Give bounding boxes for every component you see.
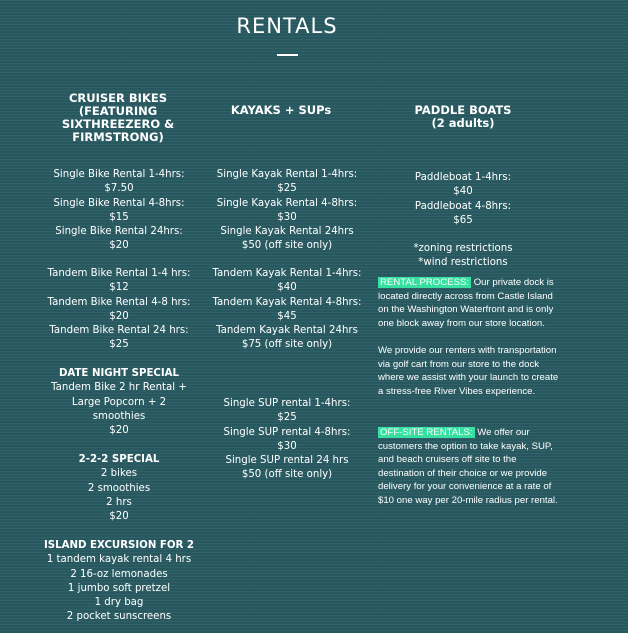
special-line: smoothies — [92, 410, 146, 422]
special-line: 1 dry bag — [94, 597, 144, 609]
rental-process-label: RENTAL PROCESS: — [380, 277, 470, 288]
price-value: $65 — [453, 214, 473, 226]
restriction-note: *wind restrictions — [418, 257, 508, 269]
special-price: $20 — [109, 425, 129, 437]
price-label: Single SUP rental 24 hrs — [225, 455, 349, 467]
transport-text: We provide our renters with transportation via golf cart from our store to the dock where we assist with your launch to create a stress-free River Vibes experience. — [378, 345, 559, 397]
price-value: $25 — [109, 339, 129, 351]
paddleboat-prices — [380, 171, 546, 228]
special-title: 2-2-2 SPECIAL — [78, 454, 160, 465]
price-label: Tandem Kayak Rental 24hrs — [216, 325, 358, 337]
special-line: 2 bikes — [100, 468, 138, 480]
price-value: $20 — [109, 240, 129, 252]
price-label: Tandem Bike Rental 24 hrs: — [49, 325, 189, 337]
special-title: ISLAND EXCURSION FOR 2 — [43, 540, 195, 551]
heading-cruiser-bikes — [30, 92, 206, 144]
special-line: 2 pocket sunscreens — [66, 611, 172, 623]
price-label: Single SUP rental 4-8hrs: — [223, 426, 351, 438]
price-label: Paddleboat 1-4hrs: — [414, 172, 512, 183]
heading-line: (2 adults) — [431, 116, 495, 130]
price-label: Single Kayak Rental 1-4hrs: — [216, 169, 358, 180]
rental-process-paragraph — [378, 276, 564, 330]
special-line: 1 jumbo soft pretzel — [67, 582, 171, 594]
heading-line: CRUISER BIKES — [68, 91, 167, 105]
price-label: Single SUP rental 1-4hrs: — [223, 398, 351, 409]
special-line: Tandem Bike 2 hr Rental + — [51, 382, 187, 394]
restriction-note: *zoning restrictions — [413, 243, 513, 254]
title-divider — [277, 54, 298, 56]
price-label: Single Kayak Rental 24hrs — [220, 226, 354, 238]
heading-paddle-boats — [380, 104, 546, 130]
single-bike-prices — [30, 168, 208, 254]
rental-process-text: Our private dock is located directly across from Castle Island on the Washington Waterfront and is only one block away from our store location. — [378, 277, 554, 329]
special-line: 1 tandem kayak rental 4 hrs — [46, 554, 192, 566]
price-value: $75 (off site only) — [241, 339, 333, 351]
heading-line: PADDLE BOATS — [414, 103, 512, 117]
price-value: $25 — [277, 412, 297, 424]
price-label: Single Bike Rental 4-8hrs: — [53, 197, 185, 209]
island-excursion — [30, 539, 208, 625]
price-value: $15 — [109, 211, 129, 223]
offsite-rentals-paragraph — [378, 426, 564, 508]
sup-prices — [200, 397, 374, 483]
price-value: $40 — [453, 186, 473, 198]
date-night-special — [30, 367, 208, 438]
price-label: Single Kayak Rental 4-8hrs: — [216, 197, 358, 209]
special-line: 2 hrs — [106, 496, 132, 508]
price-value: $40 — [277, 282, 297, 294]
heading-line: (FEATURING SIXTHREEZERO & — [61, 104, 175, 131]
single-kayak-prices — [200, 168, 374, 254]
tandem-kayak-prices — [200, 267, 374, 353]
heading-line: KAYAKS + SUPs — [230, 103, 332, 117]
price-label: Single Bike Rental 24hrs: — [55, 226, 183, 238]
special-222 — [30, 453, 208, 524]
price-value: $25 — [277, 183, 297, 195]
price-value: $50 (off site only) — [241, 240, 333, 252]
special-line: 2 16-oz lemonades — [70, 568, 168, 580]
price-value: $7.50 — [104, 183, 134, 195]
tandem-bike-prices — [30, 267, 208, 353]
price-label: Tandem Bike Rental 4-8 hrs: — [47, 296, 191, 308]
special-line: 2 smoothies — [87, 482, 151, 494]
price-label: Tandem Kayak Rental 4-8hrs: — [212, 296, 362, 308]
transport-paragraph — [378, 344, 564, 398]
heading-kayaks-sups — [200, 104, 362, 117]
price-value: $50 (off site only) — [241, 469, 333, 481]
special-price: $20 — [109, 511, 129, 523]
heading-line: FIRMSTRONG) — [72, 130, 164, 144]
price-label: Single Bike Rental 1-4hrs: — [53, 169, 185, 180]
special-line: Large Popcorn + 2 — [71, 396, 167, 408]
offsite-rentals-text: We offer our customers the option to take kayak, SUP, and beach cruisers off site to the destination of their choice or we provide delivery for your convenience at a rate of $10 one way per 20-mile radius per rental. — [378, 427, 558, 506]
special-title: DATE NIGHT SPECIAL — [58, 368, 180, 379]
price-value: $12 — [109, 282, 129, 294]
price-value: $30 — [277, 440, 297, 452]
price-value: $30 — [277, 211, 297, 223]
page-title: RENTALS — [236, 14, 338, 38]
price-value: $20 — [109, 310, 129, 322]
offsite-rentals-label: OFF-SITE RENTALS: — [380, 427, 473, 438]
paddleboat-notes — [380, 242, 546, 271]
price-value: $45 — [277, 310, 297, 322]
price-label: Paddleboat 4-8hrs: — [414, 200, 512, 212]
price-label: Tandem Bike Rental 1-4 hrs: — [47, 268, 191, 279]
price-label: Tandem Kayak Rental 1-4hrs: — [212, 268, 362, 279]
